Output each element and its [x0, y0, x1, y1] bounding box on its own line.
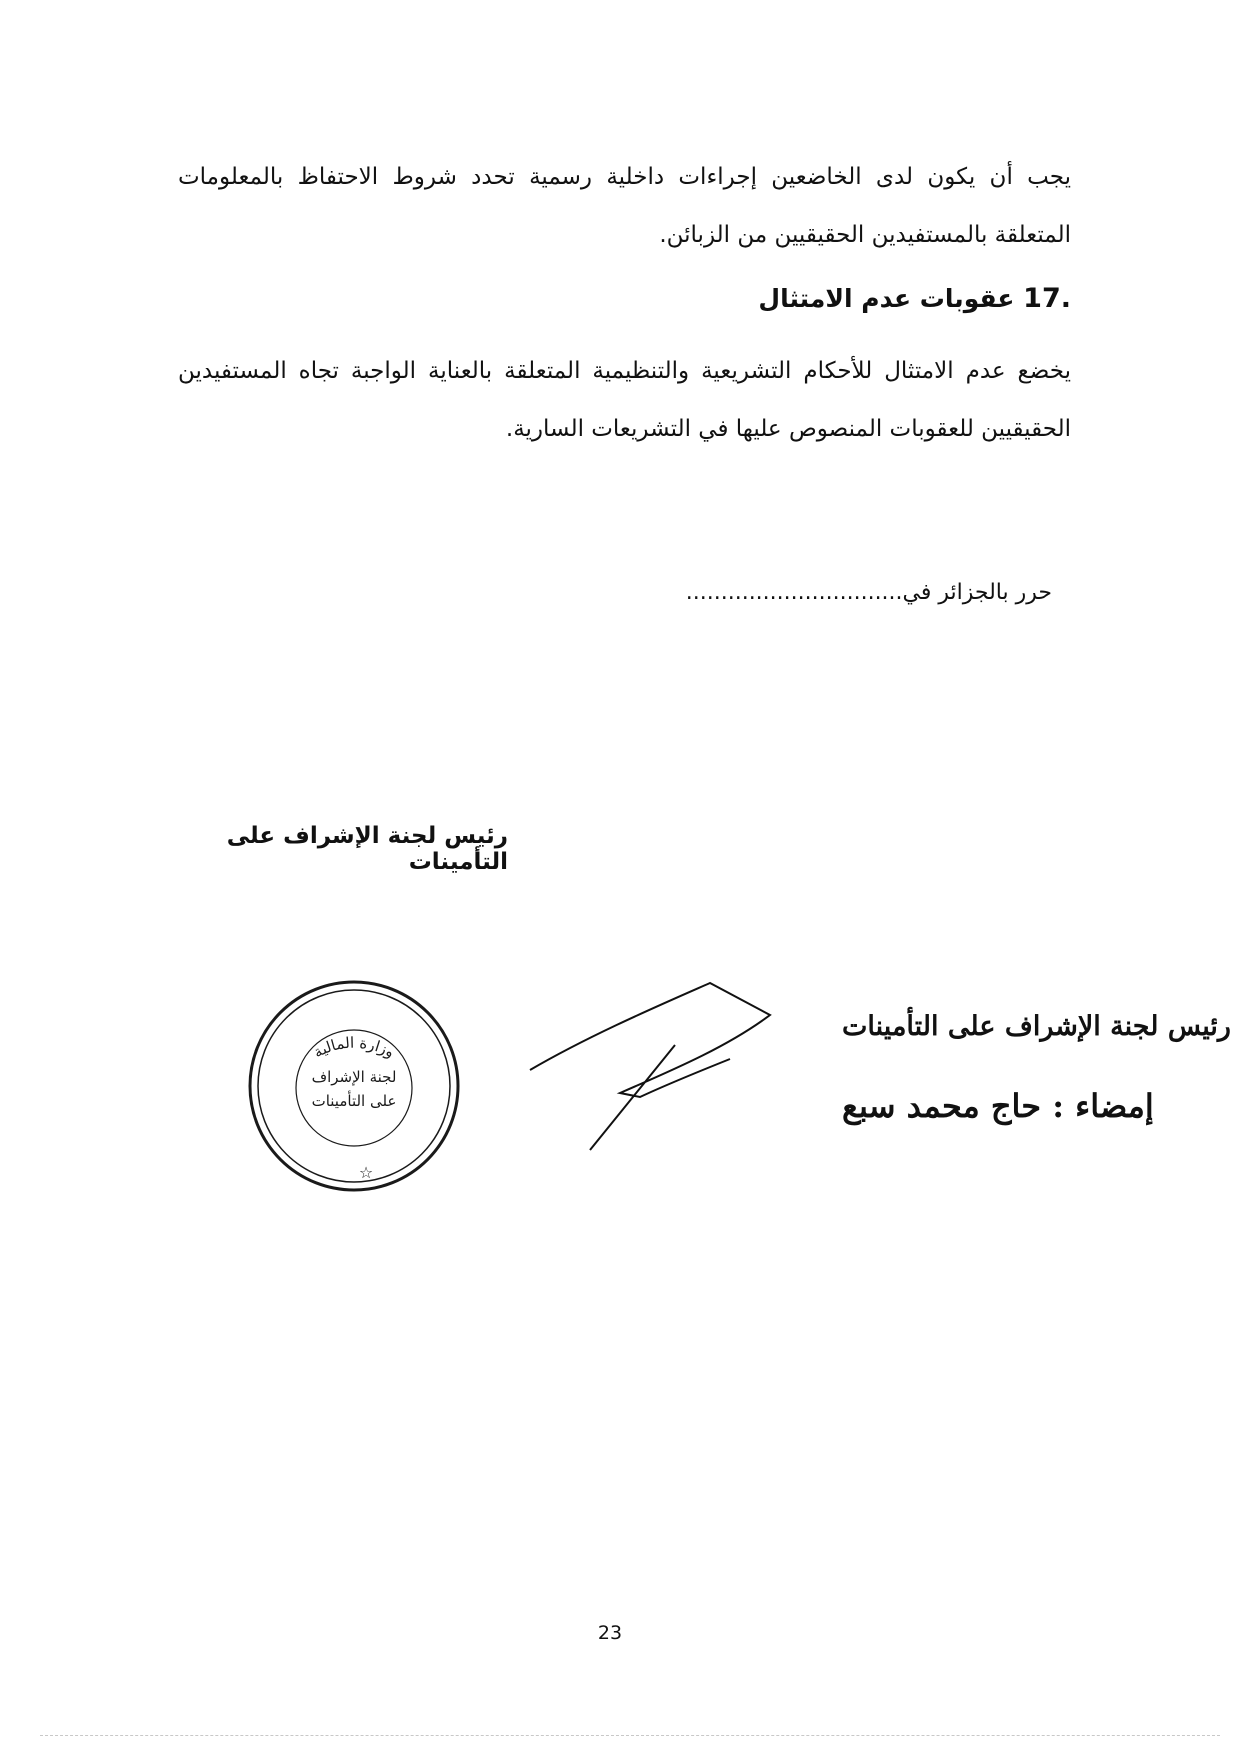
- section-title: عقوبات عدم الامتثال: [758, 284, 1015, 313]
- date-placeholder-dots: ...............................: [685, 580, 903, 605]
- signature-block: [470, 975, 1231, 1165]
- signature-line-1: رئيس لجنة الإشراف على التأمينات: [842, 1011, 1231, 1042]
- signature-line-2: إمضاء : حاج محمد سبع: [842, 1087, 1154, 1125]
- stamp-outer-text: وزارة المالية: [310, 1033, 398, 1062]
- written-at-label: حرر بالجزائر في: [902, 580, 1052, 605]
- stamp-inner-line-1: لجنة الإشراف: [311, 1068, 397, 1086]
- written-at-line: [686, 580, 1052, 605]
- section-heading: [758, 283, 1071, 314]
- signer-title: رئيس لجنة الإشراف على التأمينات: [226, 823, 508, 875]
- star-icon: ☆: [358, 1163, 374, 1182]
- stamp-inner-line-2: على التأمينات: [311, 1092, 397, 1110]
- page-number: 23: [597, 1622, 623, 1644]
- section-number: 17.: [1023, 283, 1071, 314]
- signature-stroke: [530, 983, 770, 1150]
- scan-edge-line: [40, 1735, 1220, 1736]
- paragraph-record-retention: يجب أن يكون لدى الخاضعين إجراءات داخلية رسمية تحدد شروط الاحتفاظ بالمعلومات المتعلقة بالمستفيدين الحقيقيين من الزبائن.: [178, 164, 1071, 248]
- stamp-inner-ring: [258, 990, 450, 1182]
- official-stamp: [246, 978, 462, 1194]
- paragraph-penalties: يخضع عدم الامتثال للأحكام التشريعية والتنظيمية المتعلقة بالعناية الواجبة تجاه المستفيدين الحقيقيين للعقوبات المنصوص عليها في التشريعات السارية.: [178, 358, 1071, 442]
- stamp-outer-ring: [250, 982, 458, 1190]
